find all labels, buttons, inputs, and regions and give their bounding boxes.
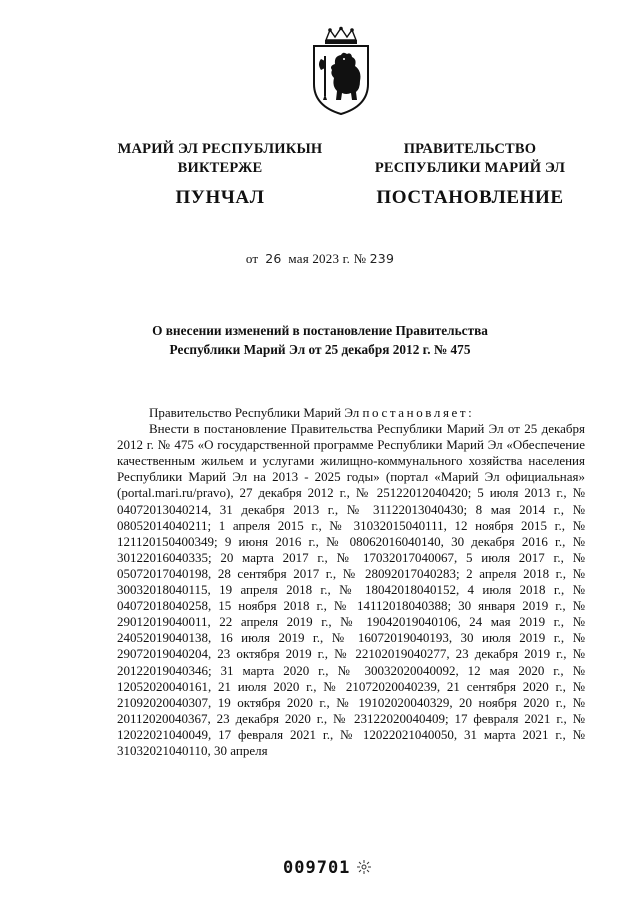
document-title-line2: Республики Марий Эл от 25 декабря 2012 г. № 475: [169, 342, 471, 357]
document-body: [117, 405, 585, 759]
header-left-doc-type: ПУНЧАЛ: [175, 187, 265, 208]
header-left-block: [108, 140, 332, 207]
header-left-line2: ВИКТЕРЖЕ: [177, 160, 263, 176]
document-date-line: [0, 251, 640, 267]
date-month-year: мая 2023 г. №: [288, 251, 367, 266]
date-day: 26: [265, 251, 282, 266]
ornament-icon: [357, 860, 371, 874]
body-intro-lead: Правительство Республики Марий Эл: [149, 405, 360, 420]
header-right-line1: ПРАВИТЕЛЬСТВО: [403, 141, 537, 157]
body-intro: [117, 405, 585, 421]
document-title-line1: О внесении изменений в постановление Правительства: [152, 323, 488, 338]
coat-of-arms-emblem: [310, 26, 372, 116]
document-number: 239: [369, 251, 395, 266]
document-title: [110, 321, 530, 359]
body-intro-action: постановляет:: [362, 405, 475, 420]
serial-number: 009701: [283, 858, 351, 878]
header-right-block: [365, 140, 575, 207]
date-prefix: от: [245, 251, 259, 266]
header-left-line1: МАРИЙ ЭЛ РЕСПУБЛИКЫН: [117, 141, 323, 157]
header-right-doc-type: ПОСТАНОВЛЕНИЕ: [376, 187, 564, 208]
mari-el-coat-of-arms-icon: [310, 26, 372, 116]
header-right-line2: РЕСПУБЛИКИ МАРИЙ ЭЛ: [374, 160, 566, 176]
body-paragraph: Внести в постановление Правительства Республики Марий Эл от 25 декабря 2012 г. № 475 «О государственной программе Республики Марий Эл «Обеспечение качественным жильем и услугами жилищно-коммунального хозяйства населения Республики Марий Эл на 2013 - 2025 годы» (портал «Марий Эл официальная» (portal.mari.ru/pravo), 27 декабря 2012 г., № 25122012040420; 5 июля 2013 г., № 04072013040214, 31 декабря 2013 г., № 31122013040430; 8 мая 2014 г., № 08052014040211; 1 апреля 2015 г., № 31032015040111, 12 ноября 2015 г., № 121120150400349; 9 июня 2016 г., № 08062016040140, 30 декабря 2016 г., № 30122016040335; 20 марта 2017 г., № 17032017040067, 5 июля 2017 г., № 05072017040198, 28 сентября 2017 г., № 28092017040283; 2 апреля 2018 г., № 30032018040115, 19 апреля 2018 г., № 18042018040152, 4 июля 2018 г., № 04072018040258, 15 ноября 2018 г., № 14112018040388; 30 января 2019 г., № 29012019040011, 22 апреля 2019 г., № 19042019040106, 24 мая 2019 г., № 24052019040138, 16 июля 2019 г., № 16072019040193, 30 июля 2019 г., № 29072019040204, 23 октября 2019 г., № 22102019040277, 23 декабря 2019 г., № 20122019040346; 31 марта 2020 г., № 30032020040092, 12 мая 2020 г., № 12052020040161, 21 июля 2020 г., № 21072020040239, 21 сентября 2020 г., № 21092020040307, 19 октября 2020 г., № 19102020040329, 20 ноября 2020 г., № 20112020040367, 23 декабря 2020 г., № 23122020040409; 17 февраля 2021 г., № 12022021040049, 17 февраля 2021 г., № 12022021040050, 31 марта 2021 г., № 31032021040110, 30 апреля: [117, 421, 585, 758]
